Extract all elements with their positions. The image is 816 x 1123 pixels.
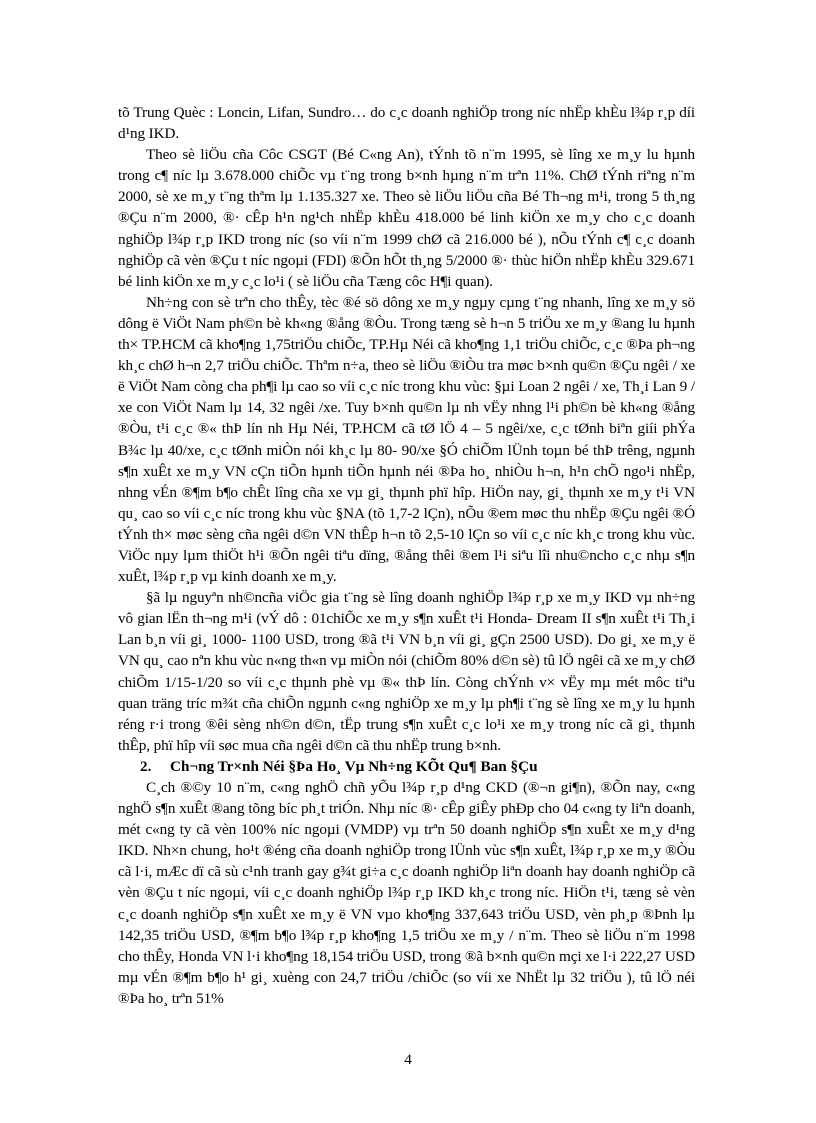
page-number: 4	[404, 1051, 412, 1068]
document-page	[118, 102, 695, 1009]
section-heading	[118, 756, 695, 777]
section-title: Ch¬ng Tr×nh Néi §Þa Ho¸ Vµ Nh÷ng KÕt Qu¶ Ban §Çu	[170, 757, 538, 775]
paragraph-1: tõ Trung Quèc : Loncin, Lifan, Sundro… do c¸c doanh nghiÖp trong níc nhËp khÈu l¾p r¸p díi d¹ng IKD.	[118, 104, 695, 143]
paragraph-3: Nh÷ng con sè trªn cho thÊy, tèc ®é sö dông xe m¸y ngµy cµng t¨ng nhanh, lîng xe m¸y sö dông ë ViÖt Nam ph©n bè kh«ng ®ång ®Òu. Trong tæng sè h¬n 5 triÖu xe m¸y ®ang lu hµnh th× TP.HCM cã kho¶ng 1,75triÖu chiÕc, TP.Hµ Néi cã kho¶ng 1,1 triÖu chiÕc, c¸c ®Þa ph¬ng kh¸c chØ h¬n 2,7 triÖu chiÕc. Thªm n÷a, theo sè liÖu ®iÒu tra møc b×nh qu©n ®Çu ngêi / xe ë ViÖt Nam còng cha ph¶i lµ cao so víi c¸c níc trong khu vùc: §µi Loan 2 ngêi / xe, Th¸i Lan 9 / xe con ViÖt Nam lµ 14, 32 ngêi /xe. Tuy b×nh qu©n lµ nh vËy nhng l¹i ph©n bè kh«ng ®ång ®Òu, t¹i c¸c ®« thÞ lín nh Hµ Néi, TP.HCM cã tØ lÖ 4 – 5 ngêi/xe, c¸c tØnh biªn giíi phÝa B¾c lµ 40/xe, c¸c tØnh miÒn nói kh¸c lµ 80- 90/xe §Ó chiÕm lÜnh toµn bé thÞ trêng, ngµnh s¶n xuÊt xe m¸y VN cÇn tiÕn hµnh tiÕn hµnh néi ®Þa ho¸ nhiÒu h¬n, h¹n chÕ ngo¹i nhËp, nhng vÉn ®¶m b¶o chÊt lîng cña xe vµ gi¸ thµnh phï hîp. HiÖn nay, gi¸ thµnh xe m¸y t¹i VN qu¸ cao so víi c¸c níc trong khu vùc §NA (tõ 1,7-2 lÇn), nÕu ®em møc thu nhËp ®Çu ngêi ®Ó tÝnh th× møc sèng cña ngêi d©n VN thÊp h¬n tõ 2,5-10 lÇn so víi c¸c níc kh¸c trong khu vùc. ViÖc nµy lµm thiÖt h¹i ®Õn ngêi tiªu dïng, ®ång thêi ®em l¹i siªu lîi nhu©ncho c¸c nhµ s¶n xuÊt, l¾p r¸p vµ kinh doanh xe m¸y.	[118, 293, 695, 586]
paragraph-5: C¸ch ®©y 10 n¨m, c«ng nghÖ chñ yÕu l¾p r¸p d¹ng CKD (®¬n gi¶n), ®Õn nay, c«ng nghÖ s¶n xuÊt ®ang tõng bíc ph¸t triÓn. Nhµ níc ®· cÊp giÊy phÐp cho 04 c«ng ty liªn doanh, mét c«ng ty cã vèn 100% níc ngoµi (VMDP) vµ trªn 50 doanh nghiÖp s¶n xuÊt xe m¸y d¹ng IKD. Nh×n chung, ho¹t ®éng cña doanh nghiÖp trong lÜnh vùc s¶n xuÊt, l¾p r¸p xe m¸y ®Òu cã l·i, mÆc dï cã sù c¹nh tranh gay g¾t gi÷a c¸c doanh nghiÖp liªn doanh hay doanh nghiÖp cã vèn ®Çu t níc ngoµi, víi c¸c doanh nghiÖp l¾p r¸p IKD kh¸c trong níc. HiÖn t¹i, tæng sè vèn c¸c doanh nghiÖp s¶n xuÊt xe m¸y ë VN vµo kho¶ng 337,643 triÖu USD, vèn ph¸p ®Þnh lµ 142,35 triÖu USD, ®¶m b¶o l¾p r¸p kho¶ng 1,5 triÖu xe m¸y / n¨m. Theo sè liÖu n¨m 1998 cho thÊy, Honda VN l·i kho¶ng 18,154 triÖu USD, trong ®ã b×nh qu©n mçi xe l·i 222,27 USD mµ vÉn ®¶m b¶o h¹ gi¸ xuèng con 24,7 triÖu /chiÕc (so víi xe NhËt lµ 32 triÖu ), tû lÖ néi ®Þa ho¸ trªn 51%	[118, 779, 695, 1007]
section-number: 2.	[140, 757, 152, 775]
paragraph-2: Theo sè liÖu cña Côc CSGT (Bé C«ng An), tÝnh tõ n¨m 1995, sè lîng xe m¸y lu hµnh trong c¶ níc lµ 3.678.000 chiÕc vµ t¨ng trong b×nh hµng n¨m trªn 11%. ChØ tÝnh riªng n¨m 2000, sè xe m¸y t¨ng thªm lµ 1.135.327 xe. Theo sè liÖu liÖu cña Bé Th¬ng m¹i, trong 5 th¸ng ®Çu n¨m 2000, ®· cÊp h¹n ng¹ch nhËp khÈu 418.000 bé linh kiÖn xe m¸y cho c¸c doanh nghiÖp l¾p r¸p IKD trong níc (so víi n¨m 1999 chØ cã 216.000 bé ), nÕu tÝnh c¶ c¸c doanh nghiÖp cã vèn ®Çu t níc ngoµi (FDI) ®Õn hÕt th¸ng 5/2000 ®· thùc hiÖn nhËp khÈu 329.671 bé linh kiÖn xe m¸y c¸c lo¹i ( sè liÖu cña Tæng côc H¶i quan).	[118, 146, 695, 290]
paragraph-4: §ã lµ nguyªn nh©ncña viÖc gia t¨ng sè lîng doanh nghiÖp l¾p r¸p xe m¸y IKD vµ nh÷ng vô gian lËn th¬ng m¹i (vÝ dô : 01chiÕc xe m¸y s¶n xuÊt t¹i Honda- Dream II s¶n xuÊt t¹i Th¸i Lan b¸n víi gi¸ 1000- 1100 USD, trong ®ã t¹i VN b¸n víi gi¸ gÇn 2500 USD). Do gi¸ xe m¸y ë VN qu¸ cao nªn khu vùc n«ng th«n vµ miÒn nói (chiÕm 80% d©n sè) tû lÖ ngêi cã xe m¸y chØ chiÕm 1/15-1/20 so víi c¸c thµnh phè vµ ®« thÞ lín. Còng chÝnh v× vËy mµ mét môc tiªu quan träng tríc m¾t cña chiÕn ngµnh c«ng nghiÖp xe m¸y lµ ph¶i t¨ng sè lîng xe m¸y lu hµnh réng r·i trong ®êi sèng nh©n d©n, tËp trung s¶n xuÊt c¸c lo¹i xe m¸y trong níc cã gi¸ thµnh thÊp, phï hîp víi søc mua cña ngêi d©n cã thu nhËp trung b×nh.	[118, 589, 695, 754]
